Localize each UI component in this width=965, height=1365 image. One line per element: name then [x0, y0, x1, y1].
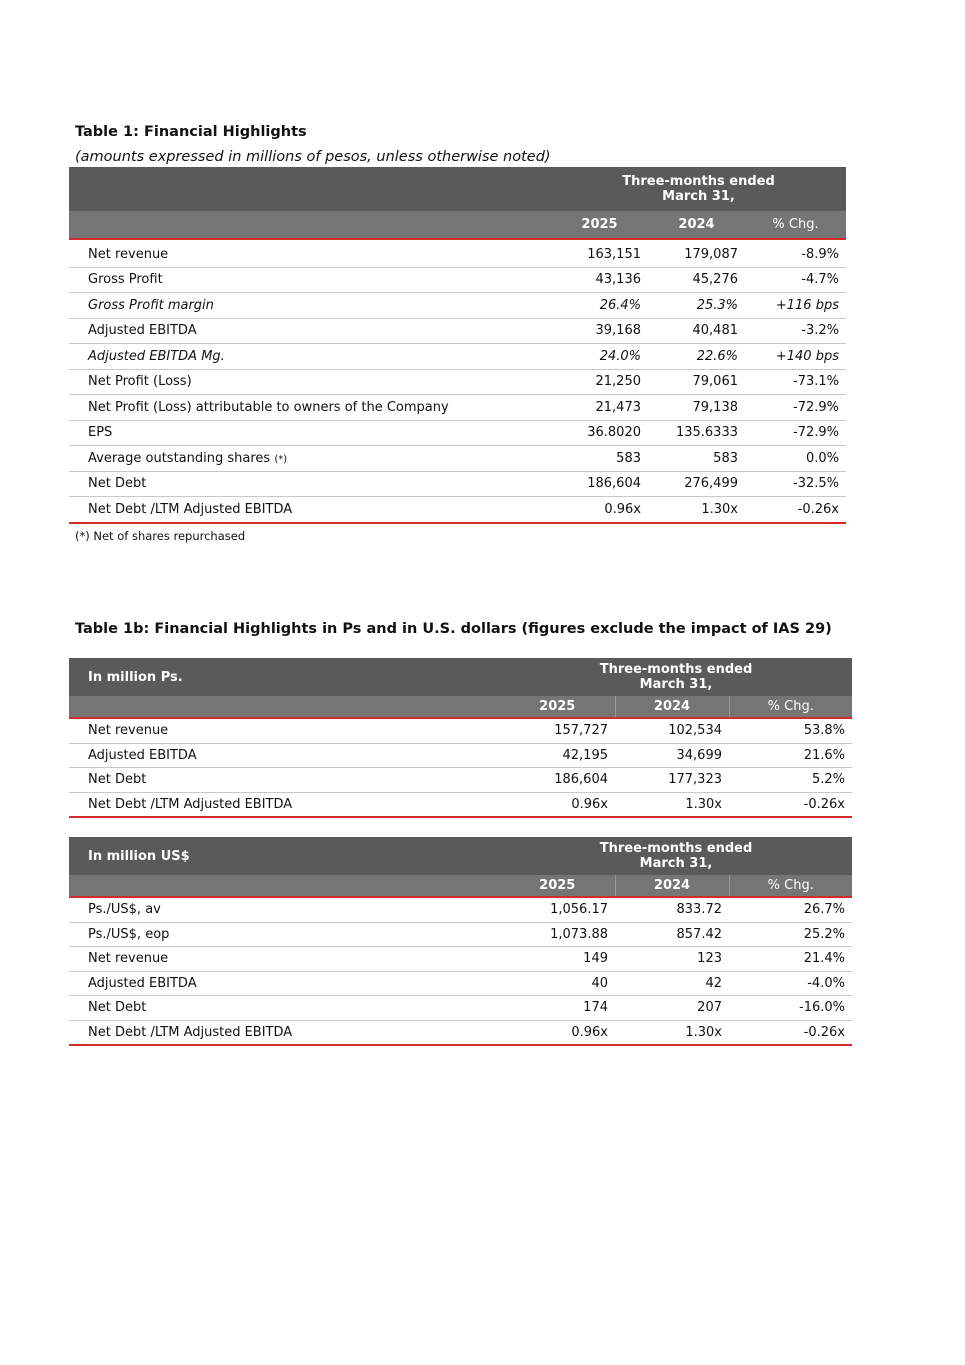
ps-period-header: Three-months ended March 31, [500, 658, 852, 696]
table1-col-2025: 2025 [551, 211, 648, 239]
table-row: Net Debt /LTM Adjusted EBITDA 0.96x 1.30x -0.26x [69, 497, 846, 523]
ps-table-header: In million Ps. [69, 658, 500, 696]
table-row: Net Debt /LTM Adjusted EBITDA 0.96x 1.30x -0.26x [69, 792, 852, 817]
table-row: Net Debt /LTM Adjusted EBITDA 0.96x 1.30x -0.26x [69, 1020, 852, 1045]
table-row: EPS 36.8020 135.6333 -72.9% [69, 420, 846, 446]
table1-footnote: (*) Net of shares repurchased [75, 529, 246, 543]
financial-highlights-table [69, 167, 846, 524]
usd-col-2025: 2025 [500, 875, 615, 897]
table-row: Gross Profit 43,136 45,276 -4.7% [69, 267, 846, 293]
table1-subtitle: (amounts expressed in millions of pesos, unless otherwise noted) [75, 149, 551, 165]
usd-period-header: Three-months ended March 31, [500, 837, 852, 875]
ps-header-columns [69, 696, 852, 718]
table-row: Net Debt 186,604 177,323 5.2% [69, 768, 852, 793]
usd-header-period [69, 837, 852, 875]
table-row: Net revenue 163,151 179,087 -8.9% [69, 242, 846, 267]
ps-highlights-table [69, 658, 852, 818]
table1-header-columns [69, 211, 846, 239]
ps-col-chg: % Chg. [729, 696, 852, 718]
table-row: Net revenue 157,727 102,534 53.8% [69, 718, 852, 743]
usd-col-2024: 2024 [615, 875, 729, 897]
table1-title: Table 1: Financial Highlights [75, 124, 307, 140]
ps-header-period [69, 658, 852, 696]
table1-period-header: Three-months ended March 31, [551, 167, 846, 211]
table-row: Net revenue 149 123 21.4% [69, 947, 852, 972]
usd-header-columns [69, 875, 852, 897]
ps-col-2025: 2025 [500, 696, 615, 718]
usd-highlights-table [69, 837, 852, 1046]
table-row: Net Profit (Loss) attributable to owners of the Company 21,473 79,138 -72.9% [69, 395, 846, 421]
table-row: Gross Profit margin 26.4% 25.3% +116 bps [69, 293, 846, 319]
table-row: Ps./US$, av 1,056.17 833.72 26.7% [69, 897, 852, 922]
table-row: Net Debt 186,604 276,499 -32.5% [69, 471, 846, 497]
table-row: Average outstanding shares (*) 583 583 0.0% [69, 446, 846, 472]
table-row: Adjusted EBITDA 40 42 -4.0% [69, 971, 852, 996]
table1-header-period [69, 167, 846, 211]
ps-col-2024: 2024 [615, 696, 729, 718]
table1b-title: Table 1b: Financial Highlights in Ps and in U.S. dollars (figures exclude the impact of IAS 29) [75, 621, 832, 637]
footnote-marker: (*) [274, 453, 288, 465]
table-row: Adjusted EBITDA Mg. 24.0% 22.6% +140 bps [69, 344, 846, 370]
table-row: Net Profit (Loss) 21,250 79,061 -73.1% [69, 369, 846, 395]
usd-table-header: In million US$ [69, 837, 500, 875]
table1-col-2024: 2024 [648, 211, 745, 239]
table-row: Ps./US$, eop 1,073.88 857.42 25.2% [69, 922, 852, 947]
table-row: Net Debt 174 207 -16.0% [69, 996, 852, 1021]
table-row: Adjusted EBITDA 39,168 40,481 -3.2% [69, 318, 846, 344]
table1-col-chg: % Chg. [745, 211, 846, 239]
usd-col-chg: % Chg. [729, 875, 852, 897]
table-row: Adjusted EBITDA 42,195 34,699 21.6% [69, 743, 852, 768]
